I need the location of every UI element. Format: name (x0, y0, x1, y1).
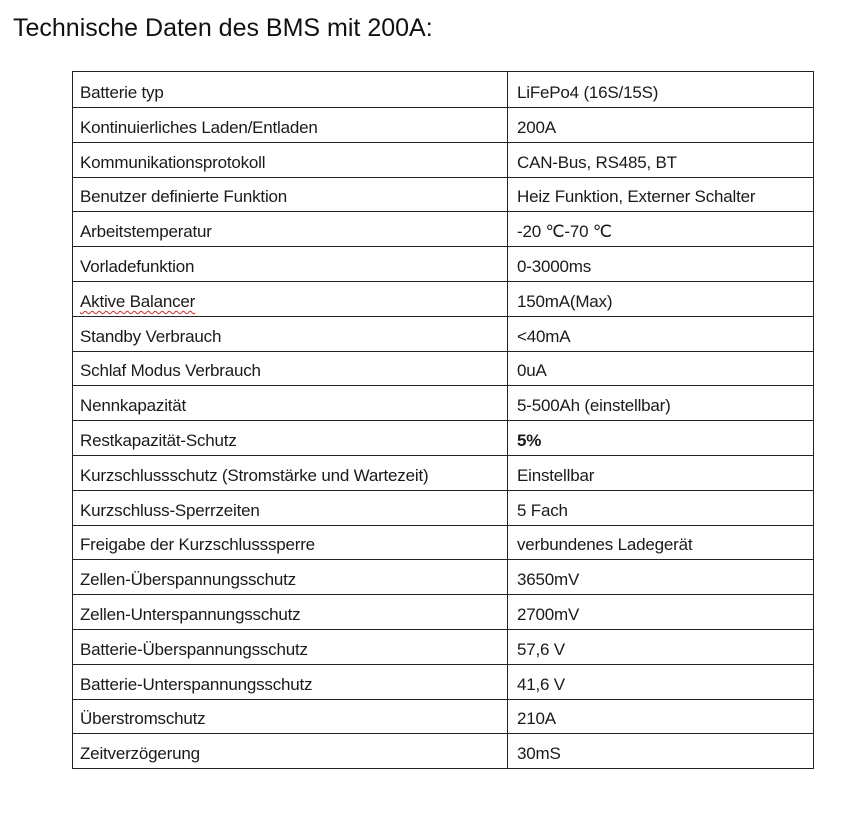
spec-label-text: Aktive Balancer (80, 291, 196, 311)
spec-label: Freigabe der Kurzschlusssperre (73, 525, 508, 560)
table-row (73, 490, 814, 525)
spec-value: 0-3000ms (508, 247, 814, 282)
table-row (73, 595, 814, 630)
spec-label: Vorladefunktion (73, 247, 508, 282)
spec-label: Batterie-Überspannungsschutz (73, 629, 508, 664)
spec-value: <40mA (508, 316, 814, 351)
table-row (73, 664, 814, 699)
spec-label: Nennkapazität (73, 386, 508, 421)
spec-value: CAN-Bus, RS485, BT (508, 142, 814, 177)
spec-label: Batterie typ (73, 72, 508, 108)
spec-value: 2700mV (508, 595, 814, 630)
spec-value: 5 Fach (508, 490, 814, 525)
table-row (73, 455, 814, 490)
table-row (73, 525, 814, 560)
table-row (73, 281, 814, 316)
spec-value: 200A (508, 108, 814, 143)
spec-label: Batterie-Unterspannungsschutz (73, 664, 508, 699)
table-row (73, 560, 814, 595)
spec-label: Kontinuierliches Laden/Entladen (73, 108, 508, 143)
table-row (73, 734, 814, 769)
spec-label: Benutzer definierte Funktion (73, 177, 508, 212)
spec-value: 5-500Ah (einstellbar) (508, 386, 814, 421)
spec-value: 3650mV (508, 560, 814, 595)
table-row (73, 386, 814, 421)
spec-label (73, 281, 508, 316)
table-row (73, 142, 814, 177)
document-title: Technische Daten des BMS mit 200A: (13, 14, 433, 42)
spec-value: 57,6 V (508, 629, 814, 664)
table-row (73, 247, 814, 282)
spec-label: Standby Verbrauch (73, 316, 508, 351)
table-row (73, 177, 814, 212)
spec-value: 5% (508, 421, 814, 456)
spec-label: Restkapazität-Schutz (73, 421, 508, 456)
spec-label: Überstromschutz (73, 699, 508, 734)
spec-label: Zellen-Überspannungsschutz (73, 560, 508, 595)
table-row (73, 108, 814, 143)
spec-label: Kurzschlussschutz (Stromstärke und Wartezeit) (73, 455, 508, 490)
spec-label: Zeitverzögerung (73, 734, 508, 769)
table-row (73, 629, 814, 664)
spec-value: 150mA(Max) (508, 281, 814, 316)
table-row (73, 316, 814, 351)
spec-table (72, 71, 814, 769)
spec-value: LiFePo4 (16S/15S) (508, 72, 814, 108)
table-row (73, 699, 814, 734)
spec-value: -20 ℃-70 ℃ (508, 212, 814, 247)
table-row (73, 421, 814, 456)
spec-value: 30mS (508, 734, 814, 769)
spec-value: 210A (508, 699, 814, 734)
spec-value: 41,6 V (508, 664, 814, 699)
spec-value: Heiz Funktion, Externer Schalter (508, 177, 814, 212)
spec-label: Kommunikationsprotokoll (73, 142, 508, 177)
table-row (73, 72, 814, 108)
spec-label: Zellen-Unterspannungsschutz (73, 595, 508, 630)
spec-label: Schlaf Modus Verbrauch (73, 351, 508, 386)
table-row (73, 212, 814, 247)
spec-value: 0uA (508, 351, 814, 386)
spec-value: Einstellbar (508, 455, 814, 490)
table-row (73, 351, 814, 386)
spec-label: Kurzschluss-Sperrzeiten (73, 490, 508, 525)
spec-value: verbundenes Ladegerät (508, 525, 814, 560)
spec-label: Arbeitstemperatur (73, 212, 508, 247)
